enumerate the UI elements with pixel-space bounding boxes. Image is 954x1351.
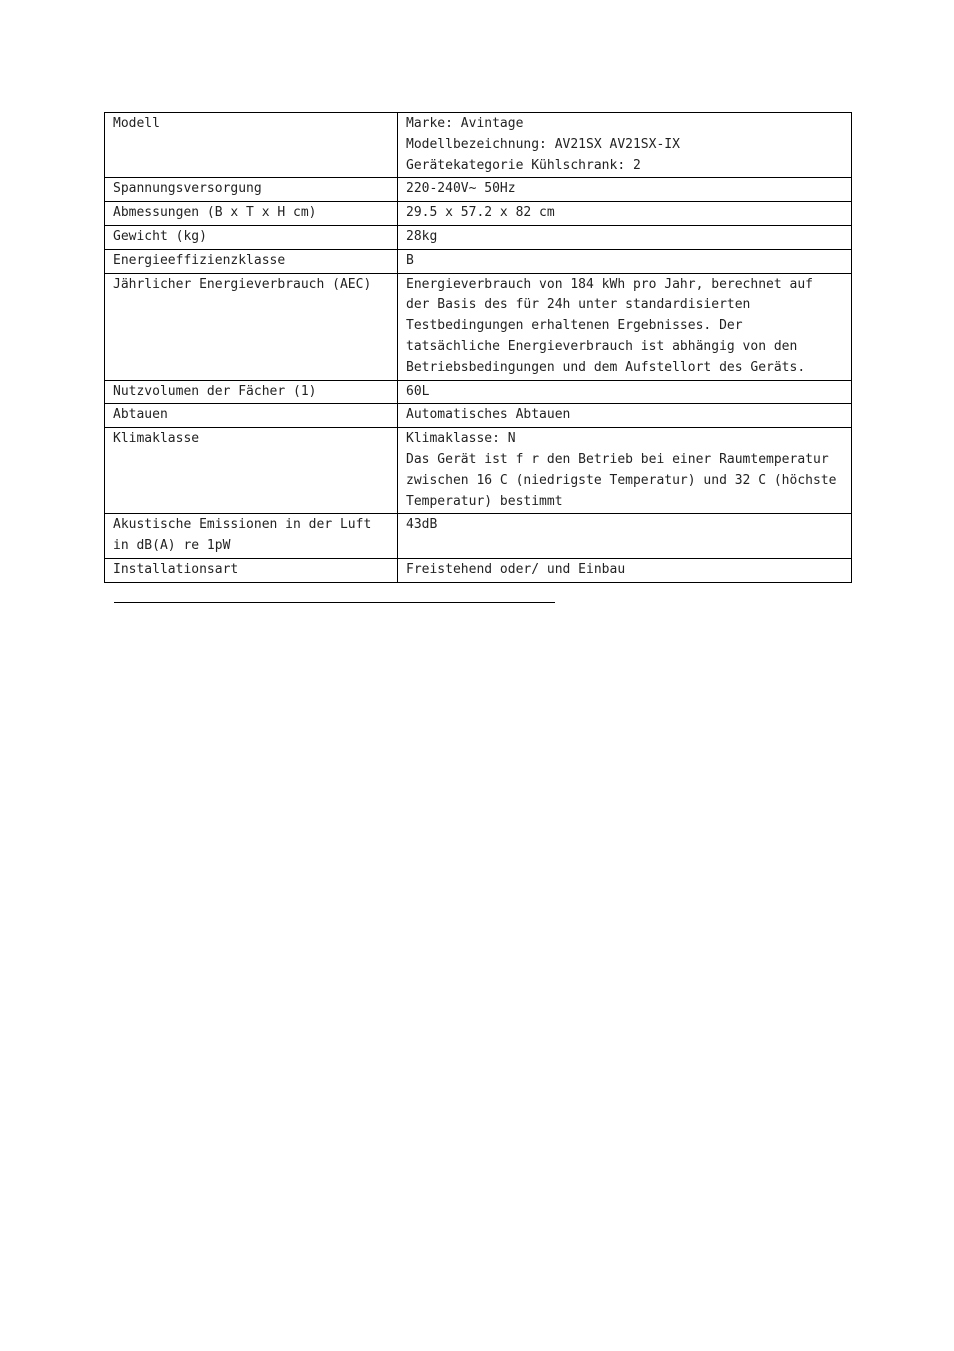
spec-value	[398, 404, 852, 428]
spec-value-line: 43dB	[406, 517, 438, 533]
spec-value-line: Marke: Avintage	[406, 116, 524, 131]
spec-value	[398, 514, 852, 559]
spec-label-line: Klimaklasse	[113, 431, 200, 447]
spec-label-line: Gewicht (kg)	[113, 228, 207, 244]
table-row	[105, 202, 852, 226]
spec-label	[105, 249, 398, 273]
spec-value-line: zwischen 16 C (niedrigste Temperatur) und 32 C (höchste	[406, 472, 837, 488]
table-row	[105, 428, 852, 514]
spec-label-line: Installationsart	[113, 561, 239, 577]
spec-value-line: 29.5 x 57.2 x 82 cm	[406, 205, 555, 221]
spec-label-line: Nutzvolumen der Fächer (1)	[113, 383, 317, 399]
specification-table	[104, 112, 852, 583]
spec-label	[105, 514, 398, 559]
spec-label	[105, 404, 398, 428]
spec-label-line: Akustische Emissionen in der Luft	[113, 517, 372, 533]
spec-value-line: tatsächliche Energieverbrauch ist abhängig von den	[406, 338, 798, 354]
spec-label	[105, 558, 398, 582]
spec-label	[105, 225, 398, 249]
spec-value-line: Gerätekategorie Kühlschrank: 2	[406, 157, 641, 173]
spec-value-line: 60L	[406, 383, 430, 399]
spec-value-line: Betriebsbedingungen und dem Aufstellort des Geräts.	[406, 359, 806, 375]
table-row	[105, 380, 852, 404]
spec-value-line: der Basis des für 24h unter standardisierten	[406, 297, 751, 313]
spec-value	[398, 380, 852, 404]
spec-value-line: 28kg	[406, 228, 438, 244]
table-row	[105, 558, 852, 582]
spec-label	[105, 113, 398, 178]
footnote-separator	[114, 602, 555, 603]
table-row	[105, 404, 852, 428]
spec-label	[105, 380, 398, 404]
spec-label	[105, 273, 398, 380]
spec-label	[105, 202, 398, 226]
spec-value-line: Testbedingungen erhaltenen Ergebnisses. Der	[406, 318, 743, 334]
spec-value	[398, 202, 852, 226]
spec-value	[398, 178, 852, 202]
spec-label	[105, 428, 398, 514]
spec-label-line: Abtauen	[113, 407, 168, 423]
spec-label-line: Energieeffizienzklasse	[113, 252, 286, 268]
spec-value	[398, 428, 852, 514]
spec-value-line: Temperatur) bestimmt	[406, 493, 563, 509]
spec-value-line: Klimaklasse: N	[406, 431, 516, 447]
spec-label-line: Jährlicher Energieverbrauch (AEC)	[113, 276, 372, 292]
spec-label-line: in dB(A) re 1pW	[113, 538, 231, 554]
spec-label	[105, 178, 398, 202]
spec-value	[398, 113, 852, 178]
spec-value	[398, 558, 852, 582]
spec-value-line: B	[406, 252, 414, 268]
spec-value	[398, 273, 852, 380]
spec-value-line: 220-240V~ 50Hz	[406, 181, 516, 197]
spec-label-line: Abmessungen (B x T x H cm)	[113, 205, 317, 221]
spec-value	[398, 249, 852, 273]
spec-label-line: Modell	[113, 116, 160, 131]
spec-label-line: Spannungsversorgung	[113, 181, 262, 197]
table-row	[105, 273, 852, 380]
table-row	[105, 113, 852, 178]
spec-value	[398, 225, 852, 249]
table-row	[105, 514, 852, 559]
spec-value-line: Das Gerät ist f r den Betrieb bei einer Raumtemperatur	[406, 451, 829, 467]
spec-value-line: Freistehend oder/ und Einbau	[406, 561, 626, 577]
table-row	[105, 225, 852, 249]
spec-value-line: Energieverbrauch von 184 kWh pro Jahr, berechnet auf	[406, 276, 813, 292]
table-row	[105, 249, 852, 273]
table-row	[105, 178, 852, 202]
spec-value-line: Automatisches Abtauen	[406, 407, 571, 423]
spec-value-line: Modellbezeichnung: AV21SX AV21SX-IX	[406, 136, 680, 152]
